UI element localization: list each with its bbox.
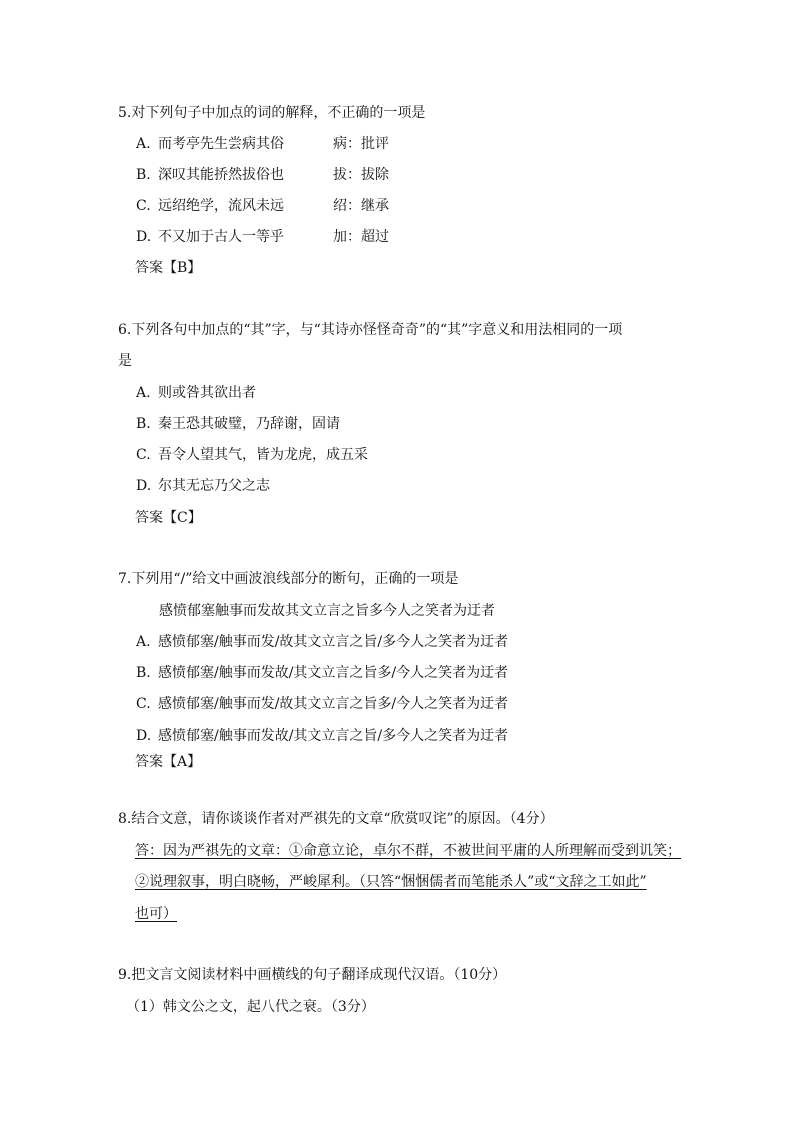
option-gloss: 加：超过: [333, 229, 389, 245]
option-letter: B.: [136, 167, 151, 183]
option-text: 感愤郁塞/触事而发故/其文立言之旨/多今人之笑者为迂者: [158, 728, 509, 744]
q6-stem: 6.下列各句中加点的“其”字，与“其诗亦怪怪奇奇”的“其”字意义和用法相同的一项: [118, 322, 623, 338]
q5-option-b: [136, 166, 389, 184]
option-letter: A.: [136, 634, 151, 650]
q6-option-d: [136, 477, 270, 495]
option-text: 感愤郁塞/触事而发/故其文立言之旨多/今人之笑者为迂者: [158, 696, 509, 712]
option-gloss: 拔：拔除: [333, 167, 389, 183]
q8-answer-line-3: 也可）: [135, 906, 177, 922]
option-letter: B.: [136, 665, 151, 681]
option-text: 则或咎其欲出者: [158, 385, 256, 401]
option-text: 尔其无忘乃父之志: [158, 478, 270, 494]
q6-stem-continued: 是: [118, 353, 132, 369]
q8-answer-line-2: ②说理叙事，明白晓畅，严峻犀利。（只答“悃悃儒者而笔能杀人”或“文辞之工如此”: [135, 874, 647, 890]
q5-option-c: [136, 197, 389, 215]
option-gloss: 绍：继承: [333, 198, 389, 214]
q6-option-b: [136, 415, 340, 433]
option-text: 感愤郁塞/触事而发/故其文立言之旨/多今人之笑者为迂者: [158, 634, 509, 650]
q9-stem: 9.把文言文阅读材料中画横线的句子翻译成现代汉语。（10分）: [118, 967, 507, 983]
q7-option-c: [136, 695, 509, 713]
option-text: 感愤郁塞/触事而发故/其文立言之旨多/今人之笑者为迂者: [158, 665, 509, 681]
q6-option-a: [136, 384, 256, 402]
q6-answer: 答案【C】: [135, 510, 202, 526]
q7-stem: 7.下列用“/”给文中画波浪线部分的断句，正确的一项是: [118, 571, 459, 587]
option-text: 远绍绝学，流风未远: [158, 198, 284, 214]
q7-option-b: [136, 664, 509, 682]
q7-option-a: [136, 633, 509, 651]
q8-answer-line-1: 答：因为严祺先的文章：①命意立论，卓尔不群，不被世间平庸的人所理解而受到讥笑；: [135, 843, 681, 859]
q6-option-c: [136, 446, 368, 464]
option-text: 深叹其能挢然拔俗也: [158, 167, 284, 183]
q5-stem: 5.对下列句子中加点的词的解释，不正确的一项是: [118, 105, 426, 121]
option-text: 不又加于古人一等乎: [158, 229, 284, 245]
q9-subquestion-1: （1）韩文公之文，起八代之衰。（3分）: [126, 999, 375, 1015]
option-letter: C.: [136, 198, 151, 214]
option-text: 吾令人望其气，皆为龙虎，成五采: [158, 447, 368, 463]
option-text: 秦王恐其破璧，乃辞谢，固请: [158, 416, 340, 432]
q7-passage: 感愤郁塞触事而发故其文立言之旨多今人之笑者为迂者: [159, 603, 495, 619]
option-text: 而考亭先生尝病其俗: [158, 136, 284, 152]
option-letter: A.: [136, 136, 151, 152]
option-letter: D.: [136, 478, 152, 494]
q5-option-d: [136, 228, 389, 246]
option-gloss: 病：批评: [333, 136, 389, 152]
q7-option-d: [136, 727, 509, 745]
q7-answer: 答案【A】: [135, 754, 202, 770]
q5-option-a: [136, 135, 389, 153]
q5-answer: 答案【B】: [135, 260, 202, 276]
q8-stem: 8.结合文意，请你谈谈作者对严祺先的文章“欣赏叹诧”的原因。（4分）: [118, 811, 554, 827]
option-letter: B.: [136, 416, 151, 432]
option-letter: C.: [136, 696, 151, 712]
option-letter: A.: [136, 385, 151, 401]
option-letter: C.: [136, 447, 151, 463]
option-letter: D.: [136, 728, 152, 744]
option-letter: D.: [136, 229, 152, 245]
